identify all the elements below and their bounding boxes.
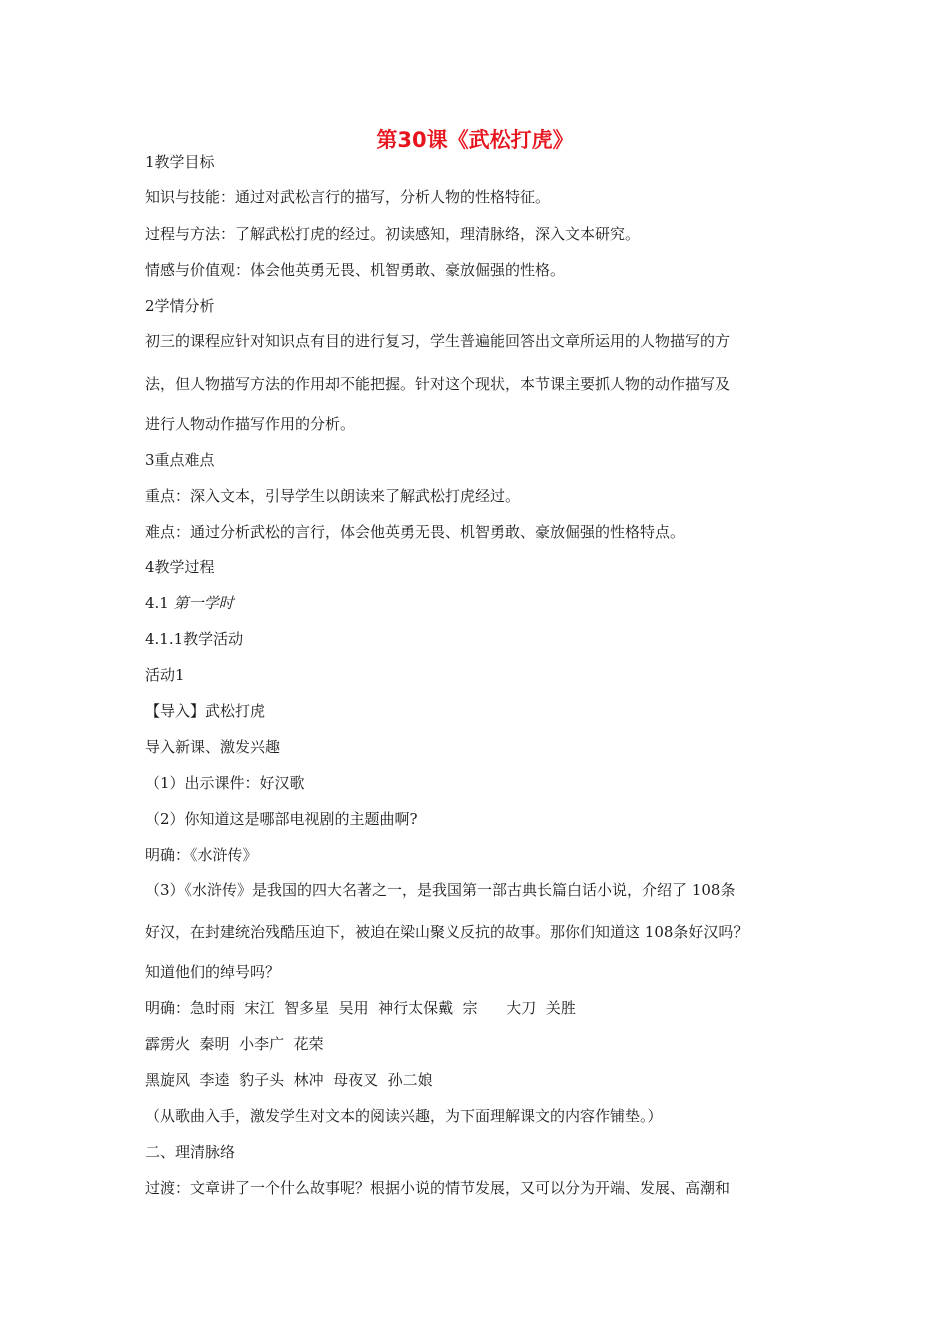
- paragraph: （2）你知道这是哪部电视剧的主题曲啊?: [145, 810, 418, 828]
- paragraph: 明确：《水浒传》: [145, 846, 258, 864]
- paragraph: （1）出示课件：好汉歌: [145, 774, 305, 792]
- lesson-title: 第30课《武松打虎》: [376, 128, 574, 152]
- subsection-number: 4.1: [145, 594, 174, 612]
- section-heading: 4教学过程: [145, 558, 215, 576]
- paragraph: 知道他们的绰号吗？: [145, 963, 281, 981]
- paragraph: 情感与价值观：体会他英勇无畏、机智勇敢、豪放倔强的性格。: [145, 261, 566, 279]
- paragraph: （3）《水浒传》是我国的四大名著之一，是我国第一部古典长篇白话小说，介绍了 108条: [145, 881, 736, 899]
- paragraph: 黑旋风 李逵 豹子头 林冲 母夜叉 孙二娘: [145, 1071, 433, 1089]
- paragraph: 【导入】武松打虎: [145, 702, 266, 720]
- subsection-heading: 4.1.1教学活动: [145, 630, 244, 648]
- paragraph: 重点：深入文本，引导学生以朗读来了解武松打虎经过。: [145, 487, 521, 505]
- section-heading: 二、理清脉络: [145, 1143, 236, 1161]
- paragraph: 活动1: [145, 666, 185, 684]
- paragraph: 过程与方法：了解武松打虎的经过。初读感知，理清脉络，深入文本研究。: [145, 225, 641, 243]
- subsection-italic-label: 第一学时: [173, 594, 234, 612]
- paragraph: 明确：急时雨 宋江 智多星 吴用 神行太保戴 宗 大刀 关胜: [145, 999, 576, 1017]
- section-heading: 1教学目标: [145, 153, 215, 171]
- paragraph: 难点：通过分析武松的言行，体会他英勇无畏、机智勇敢、豪放倔强的性格特点。: [145, 523, 686, 541]
- paragraph: 好汉，在封建统治残酷压迫下，被迫在梁山聚义反抗的故事。那你们知道这 108条好汉吗？: [145, 923, 749, 941]
- section-heading: 2学情分析: [145, 297, 215, 315]
- paragraph: 霹雳火 秦明 小李广 花荣: [145, 1035, 324, 1053]
- section-heading: 3重点难点: [145, 451, 215, 469]
- subsection-heading: [145, 593, 234, 613]
- paragraph: 法，但人物描写方法的作用却不能把握。针对这个现状，本节课主要抓人物的动作描写及: [145, 375, 731, 393]
- paragraph: 导入新课、激发兴趣: [145, 738, 281, 756]
- paragraph: 过渡：文章讲了一个什么故事呢？根据小说的情节发展，又可以分为开端、发展、高潮和: [145, 1179, 731, 1197]
- paragraph: 进行人物动作描写作用的分析。: [145, 415, 356, 433]
- paragraph: 初三的课程应针对知识点有目的进行复习，学生普遍能回答出文章所运用的人物描写的方: [145, 332, 731, 350]
- paragraph: （从歌曲入手，激发学生对文本的阅读兴趣，为下面理解课文的内容作铺垫。）: [145, 1107, 663, 1125]
- paragraph: 知识与技能：通过对武松言行的描写，分析人物的性格特征。: [145, 188, 551, 206]
